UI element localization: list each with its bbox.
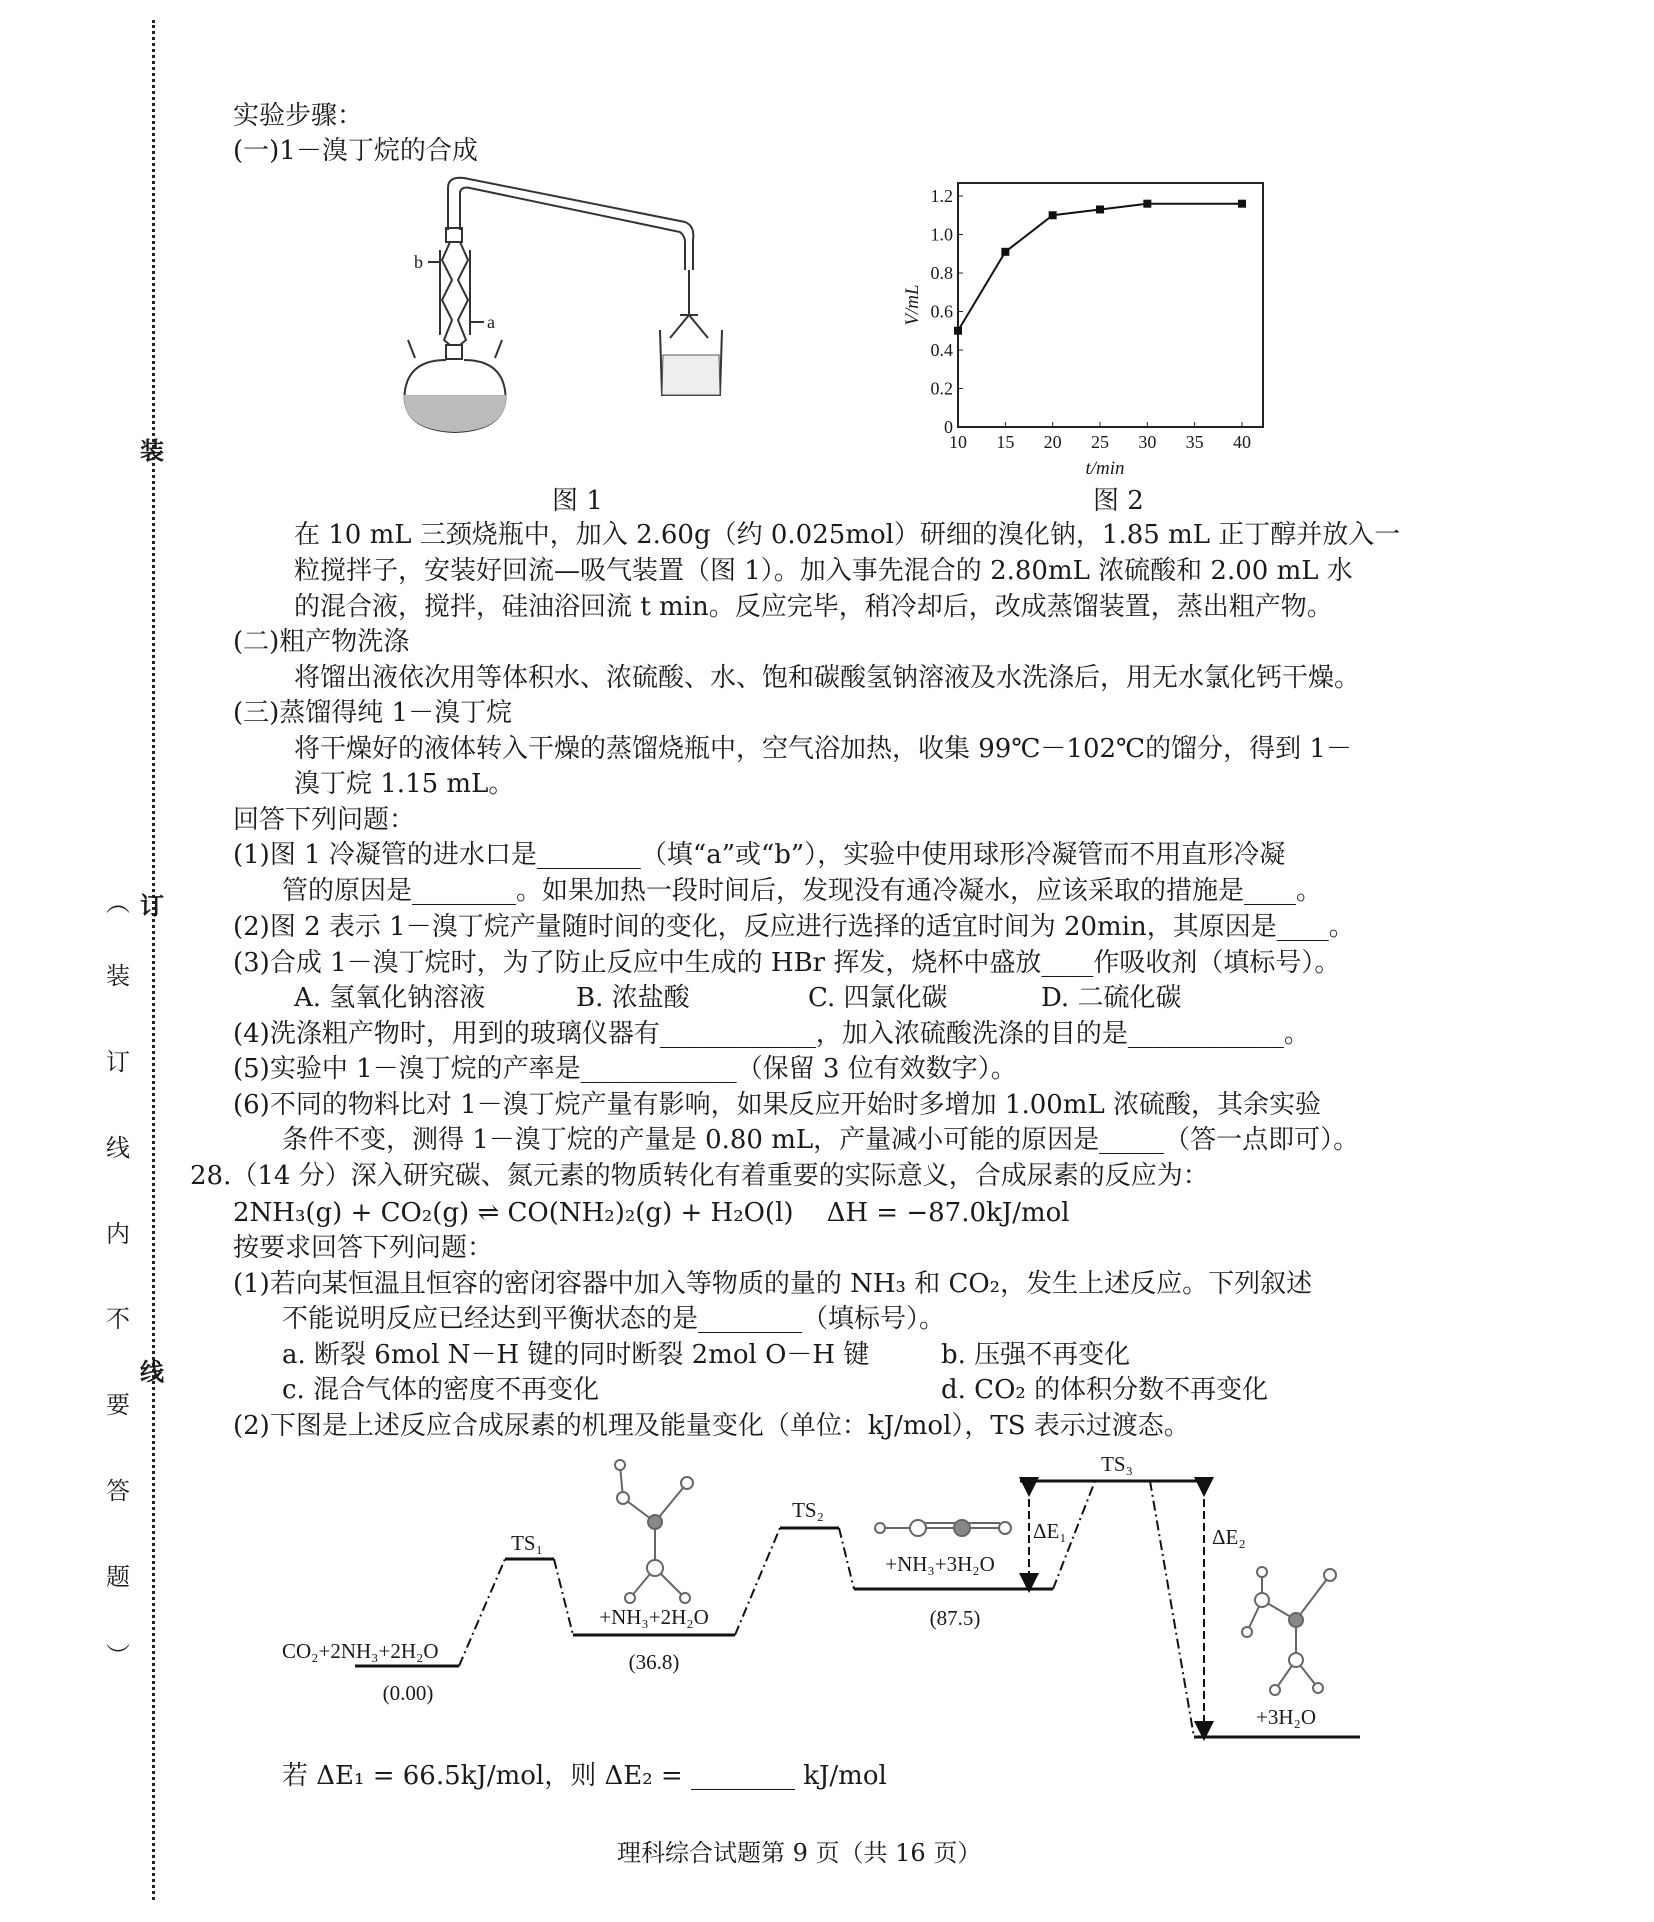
q28-1-line: 不能说明反应已经达到平衡状态的是________（填标号）。 — [282, 1304, 946, 1334]
q27-line: 管的原因是________。如果加热一段时间后，发现没有通冷凝水，应该采取的措施是____。 — [282, 876, 1323, 906]
ts2-label: TS₂ — [792, 1498, 824, 1522]
x-tick-label: 15 — [996, 432, 1015, 452]
part2-heading: (二)粗产物洗涤 — [233, 627, 410, 657]
q28-equation: 2NH₃(g) + CO₂(g) ⇌ CO(NH₂)₂(g) + H₂O(l) ΔH = −87.0kJ/mol — [233, 1198, 1070, 1228]
q27-option-c: C. 四氯化碳 — [808, 983, 948, 1013]
notice-char: 订 — [106, 1048, 130, 1076]
q27-line: 条件不变，测得 1－溴丁烷的产量是 0.80 mL，产量减小可能的原因是_____（答一点即可）。 — [282, 1125, 1360, 1155]
q27-line: (4)洗涤粗产物时，用到的玻璃仪器有____________，加入浓硫酸洗涤的目的是____________。 — [233, 1019, 1310, 1049]
y-tick-label: 0.6 — [930, 301, 953, 322]
part3-heading: (三)蒸馏得纯 1－溴丁烷 — [233, 698, 513, 728]
q27-line: (3)合成 1－溴丁烷时，为了防止反应中生成的 HBr 挥发，烧杯中盛放____作吸收剂（填标号）。 — [233, 948, 1341, 978]
de1-label: ΔE₁ — [1033, 1519, 1067, 1543]
q28-option-b: b. 压强不再变化 — [941, 1340, 1131, 1370]
part3-text-line: 将干燥好的液体转入干燥的蒸馏烧瓶中，空气浴加热，收集 99℃－102℃的馏分，得到 1－ — [294, 734, 1352, 764]
figure1-caption: 图 1 — [552, 486, 603, 516]
int2-species-label: +NH₃+3H₂O — [885, 1552, 995, 1576]
q28-option-c: c. 混合气体的密度不再变化 — [282, 1375, 600, 1405]
de2-label: ΔE₂ — [1212, 1525, 1246, 1549]
y-tick-label: 0.8 — [930, 263, 953, 283]
molecule-intermediate2-icon — [875, 1520, 1011, 1536]
x-tick-label: 40 — [1233, 432, 1251, 452]
notice-char: 要 — [106, 1391, 130, 1419]
q28-instruction: 按要求回答下列问题： — [233, 1233, 494, 1263]
int1-species-label: +NH₃+2H₂O — [599, 1605, 709, 1629]
y-tick-label: 1.0 — [930, 224, 953, 245]
inlet-label-a: a — [487, 312, 495, 332]
notice-char: 答 — [106, 1477, 130, 1505]
q27-line: (1)图 1 冷凝管的进水口是________（填“a”或“b”），实验中使用球形冷凝管而不用直形冷凝 — [233, 840, 1286, 870]
part1-text-line: 粒搅拌子，安装好回流—吸气装置（图 1）。加入事先混合的 2.80mL 浓硫酸和 2.00 mL 水 — [294, 556, 1353, 586]
q27-line: (2)图 2 表示 1－溴丁烷产量随时间的变化，反应进行选择的适宜时间为 20min，其原因是____。 — [233, 912, 1355, 942]
q28-option-a: a. 断裂 6mol N－H 键的同时断裂 2mol O－H 键 — [282, 1340, 870, 1370]
q27-line: (6)不同的物料比对 1－溴丁烷产量有影响，如果反应开始时多增加 1.00mL 浓硫酸，其余实验 — [233, 1090, 1321, 1120]
q28-1-line: (1)若向某恒温且恒容的密闭容器中加入等物质的量的 NH₃ 和 CO₂，发生上述反应。下列叙述 — [233, 1269, 1313, 1299]
molecule-intermediate1-icon — [615, 1460, 693, 1603]
notice-char: 内 — [106, 1220, 130, 1248]
x-tick-label: 10 — [949, 432, 967, 452]
x-tick-label: 30 — [1138, 432, 1157, 452]
start-energy-label: (0.00) — [382, 1681, 434, 1705]
figure2-caption: 图 2 — [1093, 486, 1144, 516]
part1-heading: (一)1－溴丁烷的合成 — [233, 136, 478, 166]
answer-heading: 回答下列问题： — [233, 805, 416, 835]
notice-char: 装 — [106, 962, 130, 990]
binding-mark: 订 — [140, 891, 164, 920]
q27-option-b: B. 浓盐酸 — [576, 983, 690, 1013]
ts3-label: TS₃ — [1101, 1452, 1133, 1476]
binding-mark: 装 — [140, 436, 164, 465]
q28-2-line: (2)下图是上述反应合成尿素的机理及能量变化（单位：kJ/mol），TS 表示过渡态。 — [233, 1411, 1190, 1441]
q27-option-a: A. 氢氧化钠溶液 — [294, 983, 486, 1013]
part3-text-line: 溴丁烷 1.15 mL。 — [294, 769, 515, 799]
q28-intro: 28.（14 分）深入研究碳、氮元素的物质转化有着重要的实际意义，合成尿素的反应为： — [190, 1161, 1209, 1191]
ts1-label: TS₁ — [511, 1531, 543, 1555]
x-tick-label: 25 — [1091, 432, 1109, 452]
part1-text-line: 的混合液，搅拌，硅油浴回流 t min。反应完毕，稍冷却后，改成蒸馏装置，蒸出粗产物。 — [294, 592, 1333, 622]
notice-char: 不 — [106, 1305, 130, 1333]
y-tick-label: 0.2 — [930, 378, 953, 399]
x-tick-label: 35 — [1185, 432, 1204, 452]
part2-text: 将馏出液依次用等体积水、浓硫酸、水、饱和碳酸氢钠溶液及水洗涤后，用无水氯化钙干燥。 — [294, 663, 1361, 693]
inlet-label-b: b — [414, 252, 423, 272]
y-tick-label: 0 — [944, 417, 953, 437]
notice-char: ︶ — [106, 1642, 130, 1670]
notice-char: 线 — [106, 1134, 130, 1162]
q28-final-question: 若 ΔE₁ = 66.5kJ/mol，则 ΔE₂ = ________ kJ/mol — [282, 1761, 887, 1791]
q27-line: (5)实验中 1－溴丁烷的产率是____________（保留 3 位有效数字）。 — [233, 1054, 1017, 1084]
x-tick-label: 20 — [1043, 432, 1062, 452]
end-species-label: +3H₂O — [1256, 1705, 1316, 1729]
molecule-urea-icon — [1242, 1567, 1336, 1695]
y-tick-label: 1.2 — [930, 186, 953, 206]
y-axis-label: V/mL — [902, 284, 923, 326]
notice-char: 题 — [106, 1563, 130, 1591]
page-footer: 理科综合试题第 9 页（共 16 页） — [617, 1839, 982, 1867]
q27-option-d: D. 二硫化碳 — [1041, 983, 1182, 1013]
int1-energy-label: (36.8) — [628, 1650, 680, 1674]
int2-energy-label: (87.5) — [929, 1606, 981, 1630]
y-tick-label: 0.4 — [930, 340, 953, 360]
part1-text-line: 在 10 mL 三颈烧瓶中，加入 2.60g（约 0.025mol）研细的溴化钠，1.85 mL 正丁醇并放入一 — [294, 520, 1401, 550]
start-species-label: CO₂+2NH₃+2H₂O — [282, 1639, 439, 1663]
section-heading: 实验步骤： — [233, 101, 364, 131]
notice-char: ︵ — [106, 889, 130, 917]
binding-mark: 线 — [140, 1357, 164, 1386]
x-axis-label: t/min — [1085, 458, 1125, 479]
q28-option-d: d. CO₂ 的体积分数不再变化 — [941, 1375, 1269, 1405]
